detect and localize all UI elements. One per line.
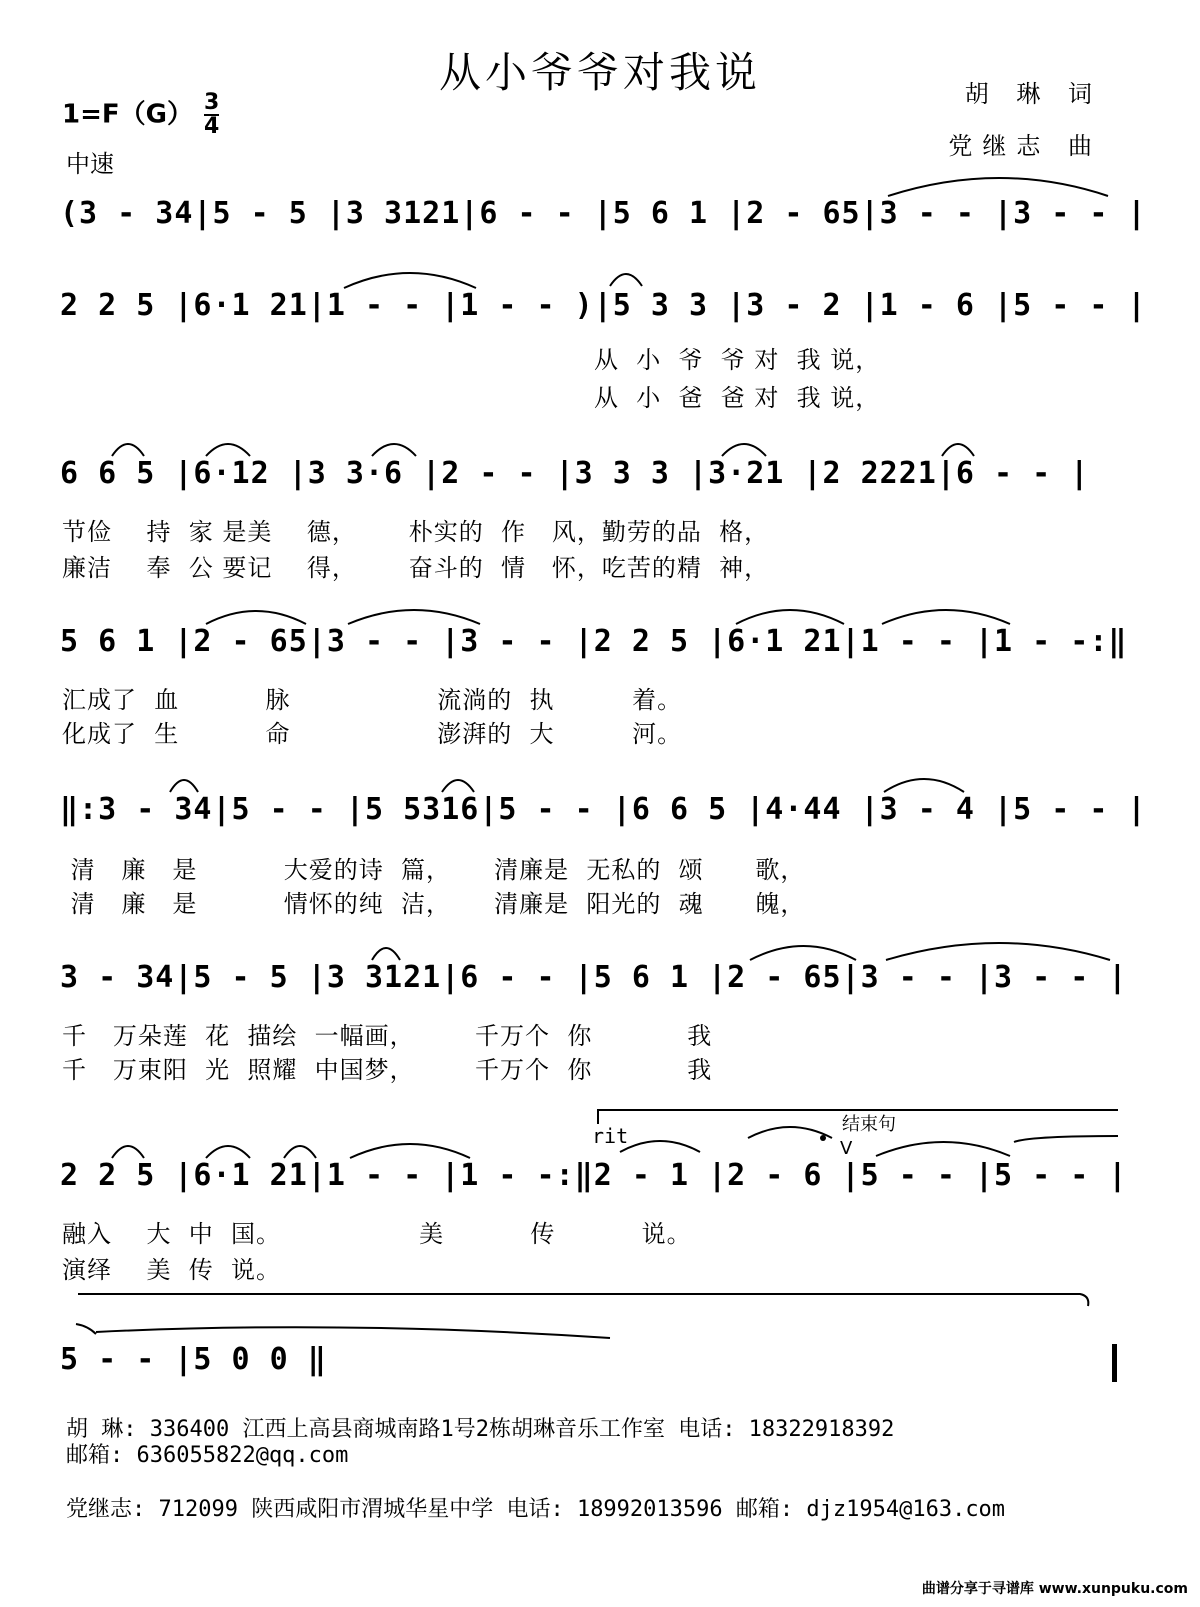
slur-line-7a <box>112 1146 144 1158</box>
slur-line-7h <box>1014 1136 1118 1142</box>
rit-bracket <box>598 1110 1118 1124</box>
notes-line-8: 5 - - |5 0 0 ‖ <box>60 1342 327 1377</box>
breath-mark: V <box>840 1138 853 1159</box>
notes-line-3: 6 6 5 |6·12 |3 3·6 |2 - - |3 3 3 |3·21 |2 2221|6 - - | <box>60 456 1090 491</box>
ending-label: 结束句 <box>842 1114 896 1135</box>
tie-line-7g <box>876 1142 1010 1156</box>
lyrics-line-2-verse-2: 从 小 爸 爸 对 我 说， <box>594 384 881 412</box>
contact-composer: 党继志: 712099 陕西咸阳市渭城华星中学 电话: 18992013596 邮箱: djz1954@163.com <box>66 1497 1006 1522</box>
fermata-dot <box>820 1135 826 1141</box>
tie-line-4b <box>348 610 480 624</box>
slur-line-7c <box>284 1146 316 1158</box>
lyrics-line-6-verse-2: 千 万束阳 光 照耀 中国梦， 千万个 你 我 <box>62 1056 713 1084</box>
slur-line-7b <box>206 1146 250 1158</box>
tie-line-8c <box>96 1327 610 1338</box>
contact-lyricist-email: 邮箱: 636055822@qq.com <box>66 1443 349 1468</box>
tie-line-8b <box>76 1324 96 1334</box>
lyricist-credit: 胡 琳 词 <box>964 80 1102 108</box>
tie-line-8 <box>78 1294 1088 1306</box>
slur-line-3e <box>942 444 974 456</box>
tie-line-1 <box>888 178 1108 196</box>
slur-line-3d <box>722 444 766 456</box>
slur-line-2b <box>610 274 642 286</box>
notes-line-5: ‖:3 - 34|5 - - |5 5316|5 - - |6 6 5 |4·44 |3 - 4 |5 - - | <box>60 792 1147 827</box>
watermark-text: 曲谱分享于寻谱库 www.xunpuku.com <box>921 1581 1188 1597</box>
notes-line-4: 5 6 1 |2 - 65|3 - - |3 - - |2 2 5 |6·1 21|1 - - |1 - -:‖ <box>60 624 1128 659</box>
slur-line-6a <box>372 948 400 960</box>
lyrics-line-7-verse-1: 融入 大 中 国。 美 传 说。 <box>62 1220 692 1248</box>
lyrics-line-5-verse-2: 清 廉 是 情怀的纯 洁， 清廉是 阳光的 魂 魄， <box>62 890 806 918</box>
lyrics-line-4-verse-1: 汇成了 血 脉 流淌的 执 着。 <box>62 686 683 714</box>
tie-line-4c <box>736 610 844 624</box>
slur-line-3a <box>112 444 144 456</box>
tie-line-6b <box>750 946 856 960</box>
rit-marking: rit <box>592 1124 629 1148</box>
notes-line-1: (3 - 34|5 - 5 |3 3121|6 - - |5 6 1 |2 - 65|3 - - |3 - - | <box>60 196 1147 231</box>
slur-line-5b <box>442 780 474 792</box>
lyrics-line-3-verse-2: 廉洁 奉 公 要记 得， 奋斗的 情 怀，吃苦的精 神， <box>62 554 770 582</box>
lyrics-line-4-verse-2: 化成了 生 命 澎湃的 大 河。 <box>62 720 683 748</box>
slur-line-3b <box>206 444 250 456</box>
tie-line-7d <box>350 1144 470 1158</box>
song-title: 从小爷爷对我说 <box>438 48 761 97</box>
composer-credit: 党继志 曲 <box>948 132 1102 160</box>
final-barline-thick <box>1112 1344 1117 1382</box>
slur-line-7e <box>620 1141 700 1152</box>
contact-lyricist: 胡 琳: 336400 江西上高县商城南路1号2栋胡琳音乐工作室 电话: 18322918392 <box>66 1417 895 1442</box>
lyrics-line-3-verse-1: 节俭 持 家 是美 德， 朴实的 作 风，勤劳的品 格， <box>62 518 770 546</box>
tempo-marking: 中速 <box>66 150 114 178</box>
tie-line-4a <box>206 611 306 624</box>
slur-line-2a <box>344 273 476 288</box>
notes-line-2: 2 2 5 |6·1 21|1 - - |1 - - )|5 3 3 |3 - 2 |1 - 6 |5 - - | <box>60 288 1147 323</box>
time-signature-bottom: 4 <box>204 114 220 139</box>
slur-line-3c <box>372 444 416 456</box>
slur-line-7f <box>748 1127 832 1138</box>
notes-line-6: 3 - 34|5 - 5 |3 3121|6 - - |5 6 1 |2 - 65|3 - - |3 - - | <box>60 960 1128 995</box>
lyrics-line-5-verse-1: 清 廉 是 大爱的诗 篇， 清廉是 无私的 颂 歌， <box>62 856 806 884</box>
lyrics-line-7-verse-2: 演绎 美 传 说。 <box>62 1256 282 1284</box>
slur-line-5a <box>170 780 198 792</box>
notes-line-7: 2 2 5 |6·1 21|1 - - |1 - -:‖2 - 1 |2 - 6 |5 - - |5 - - | <box>60 1158 1128 1193</box>
tie-line-6c <box>886 943 1110 960</box>
lyrics-line-2-verse-1: 从 小 爷 爷 对 我 说， <box>594 346 881 374</box>
key-text: 1=F（G） <box>62 99 193 130</box>
tie-line-4d <box>882 610 1010 624</box>
slur-line-5c <box>884 779 964 792</box>
lyrics-line-6-verse-1: 千 万朵莲 花 描绘 一幅画， 千万个 你 我 <box>62 1022 713 1050</box>
time-signature-top: 3 <box>204 90 220 115</box>
